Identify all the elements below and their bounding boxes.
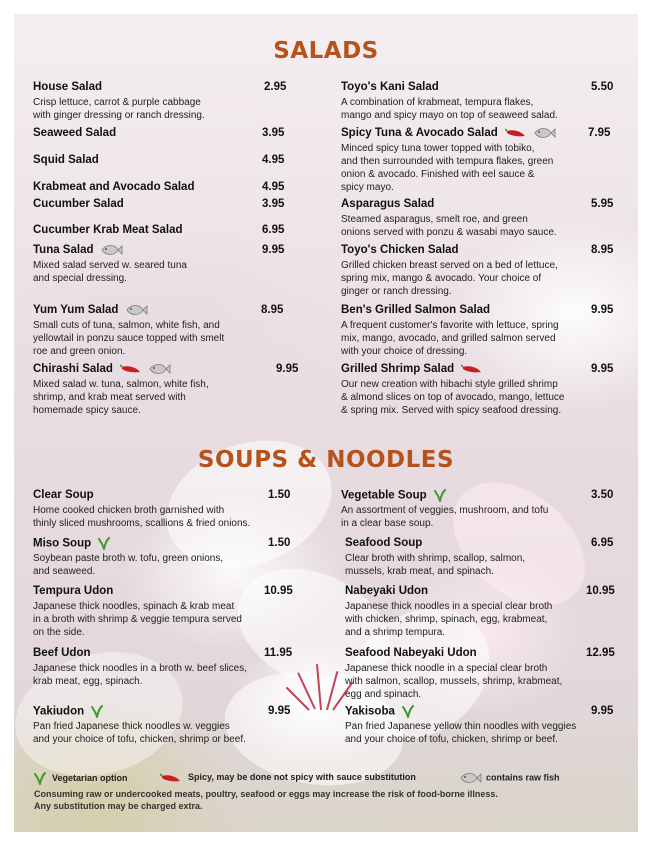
raw-fish-icon (149, 363, 171, 375)
item-description: Japanese thick noodles in a broth w. beef slices, krab meat, egg, spinach. (33, 663, 248, 687)
item-description: A frequent customer's favorite with lettuce, spring mix, mango, avocado, and grilled salmon served with your choice of dressing. (341, 320, 559, 357)
item-description: Mixed salad w. tuna, salmon, white fish, shrimp, and krab meat served with homemade spicy sauce. (33, 379, 209, 416)
raw-fish-icon (126, 304, 148, 316)
vegetarian-leaf-icon (402, 705, 414, 718)
item-price: 12.95 (586, 647, 615, 659)
vegetarian-leaf-icon (34, 772, 46, 785)
item-description: Soybean paste broth w. tofu, green onions, and seaweed. (33, 553, 224, 577)
item-name: Asparagus Salad (341, 198, 435, 210)
item-price: 4.95 (262, 181, 285, 193)
item-description: A combination of krabmeat, tempura flakes, mango and spicy mayo on top of seaweed salad. (341, 97, 558, 121)
item-price: 11.95 (264, 647, 293, 659)
item-price: 10.95 (586, 585, 615, 597)
item-price: 1.50 (268, 537, 291, 549)
item-price: 9.95 (591, 363, 614, 375)
item-name: Squid Salad (33, 154, 99, 166)
item-price: 3.95 (262, 198, 285, 210)
item-description: Japanese thick noodle in a special clear broth with salmon, scallop, mussels, shrimp, krabmeat, egg and spinach. (345, 663, 563, 700)
item-name: Seafood Soup (345, 537, 423, 549)
chili-pepper-icon (505, 128, 527, 138)
item-price: 7.95 (588, 127, 611, 139)
item-description: Small cuts of tuna, salmon, white fish, and yellowtail in ponzu sauce topped with smelt roe and green onion. (33, 320, 225, 357)
raw-fish-icon (101, 244, 123, 256)
item-description: Steamed asparagus, smelt roe, and green onions served with ponzu & wasabi mayo sauce. (341, 214, 557, 238)
item-name: Seaweed Salad (33, 127, 117, 139)
legend-raw-fish-label: contains raw fish (486, 772, 560, 783)
item-price: 8.95 (261, 304, 284, 316)
item-description: Clear broth with shrimp, scallop, salmon, mussels, krab meat, and spinach. (345, 553, 526, 577)
vegetarian-leaf-icon (98, 537, 110, 550)
item-price: 2.95 (264, 81, 287, 93)
item-description: Pan fried Japanese thick noodles w. veggies and your choice of tofu, chicken, shrimp or beef. (33, 721, 246, 745)
item-name: Beef Udon (33, 647, 91, 659)
item-name: Seafood Nabeyaki Udon (345, 647, 477, 659)
item-name: Toyo's Kani Salad (341, 81, 439, 93)
item-name: Spicy Tuna & Avocado Salad (341, 127, 556, 139)
item-name: House Salad (33, 81, 103, 93)
menu-page (14, 14, 638, 832)
item-price: 5.95 (591, 198, 614, 210)
item-price: 10.95 (264, 585, 293, 597)
legend-vegetarian-label: Vegetarian option (52, 772, 128, 783)
item-price: 1.50 (268, 489, 291, 501)
item-description: Home cooked chicken broth garnished with thinly sliced mushrooms, scallions & fried onions. (33, 505, 251, 529)
item-price: 9.95 (262, 244, 285, 256)
item-price: 3.95 (262, 127, 285, 139)
item-name: Cucumber Salad (33, 198, 124, 210)
item-name: Yakiudon (33, 705, 103, 718)
legend-spicy (160, 772, 416, 783)
raw-fish-icon (534, 127, 556, 139)
vegetarian-leaf-icon (434, 489, 446, 502)
item-name: Grilled Shrimp Salad (341, 363, 483, 375)
legend-raw-fish (460, 772, 560, 784)
item-price: 9.95 (276, 363, 299, 375)
item-price: 5.50 (591, 81, 614, 93)
item-description: Mixed salad served w. seared tuna and special dressing. (33, 260, 187, 284)
item-price: 4.95 (262, 154, 285, 166)
chili-pepper-icon (120, 364, 142, 374)
item-description: An assortment of veggies, mushroom, and tofu in a clear base soup. (341, 505, 549, 529)
chili-pepper-icon (160, 773, 182, 783)
item-price: 9.95 (591, 304, 614, 316)
chili-pepper-icon (461, 364, 483, 374)
soups-noodles-heading: SOUPS & NOODLES (197, 447, 455, 473)
item-name: Krabmeat and Avocado Salad (33, 181, 195, 193)
vegetarian-leaf-icon (91, 705, 103, 718)
substitution-note: Any substitution may be charged extra. (34, 801, 203, 811)
item-price: 6.95 (262, 224, 285, 236)
raw-fish-icon (460, 772, 482, 784)
legend-vegetarian (34, 772, 128, 785)
item-description: Pan fried Japanese yellow thin noodles with veggies and your choice of tofu, chicken, shrimp or beef. (345, 721, 577, 745)
item-name: Yum Yum Salad (33, 304, 148, 316)
item-price: 6.95 (591, 537, 614, 549)
item-price: 9.95 (268, 705, 291, 717)
item-description: Grilled chicken breast served on a bed of lettuce, spring mix, mango & avocado. Your choice of ginger or ranch dressing. (341, 260, 558, 297)
item-name: Clear Soup (33, 489, 94, 501)
item-name: Toyo's Chicken Salad (341, 244, 459, 256)
item-price: 3.50 (591, 489, 614, 501)
item-name: Vegetable Soup (341, 489, 446, 502)
item-description: Japanese thick noodles, spinach & krab meat in a broth with shrimp & veggie tempura served on the side. (33, 601, 242, 638)
item-price: 9.95 (591, 705, 614, 717)
item-name: Chirashi Salad (33, 363, 171, 375)
item-name: Cucumber Krab Meat Salad (33, 224, 183, 236)
item-description: Minced spicy tuna tower topped with tobiko, and then surrounded with tempura flakes, green onion & avocado. Finished with eel sauce & spicy mayo. (341, 143, 554, 193)
legend-spicy-label: Spicy, may be done not spicy with sauce substitution (188, 772, 416, 782)
item-name: Miso Soup (33, 537, 110, 550)
item-description: Our new creation with hibachi style grilled shrimp & almond slices on top of avocado, mango, lettuce & spring mix. Served with spicy seafood dressing. (341, 379, 565, 416)
item-name: Tempura Udon (33, 585, 114, 597)
item-name: Tuna Salad (33, 244, 123, 256)
salads-heading: SALADS (273, 38, 379, 64)
item-description: Japanese thick noodles in a special clear broth with chicken, shrimp, spinach, egg, krabmeat, and a shrimp tempura. (345, 601, 553, 638)
item-description: Crisp lettuce, carrot & purple cabbage with ginger dressing or ranch dressing. (33, 97, 205, 121)
item-name: Yakisoba (345, 705, 414, 718)
item-name: Ben's Grilled Salmon Salad (341, 304, 491, 316)
food-safety-warning: Consuming raw or undercooked meats, poultry, seafood or eggs may increase the risk of food-borne illness. (34, 789, 498, 799)
item-price: 8.95 (591, 244, 614, 256)
item-name: Nabeyaki Udon (345, 585, 429, 597)
